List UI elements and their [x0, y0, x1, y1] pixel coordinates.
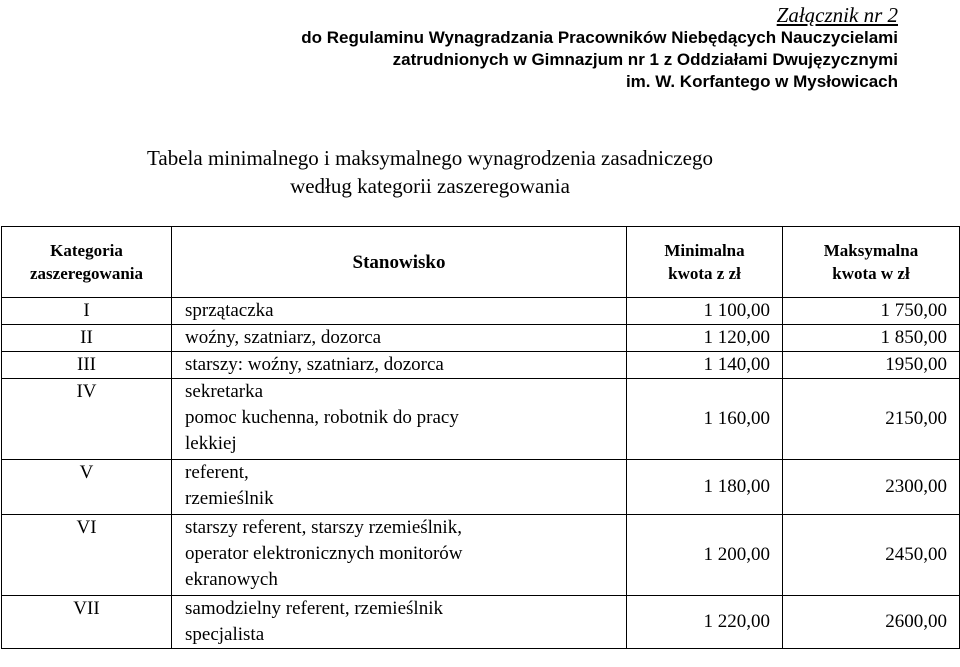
- table-header-row: [2, 227, 960, 298]
- cell-max: 2450,00: [783, 515, 960, 596]
- position-line: woźny, szatniarz, dozorca: [185, 327, 382, 348]
- position-line: operator elektronicznych monitorów: [185, 543, 463, 564]
- cell-category: I: [2, 298, 172, 325]
- cell-min: 1 200,00: [627, 515, 783, 596]
- position-line: lekkiej: [185, 433, 237, 454]
- position-line: sekretarka: [185, 381, 264, 402]
- header-position: Stanowisko: [172, 227, 627, 298]
- cell-category: VII: [2, 596, 172, 649]
- cell-max: 2300,00: [783, 460, 960, 515]
- annex-line: do Regulaminu Wynagradzania Pracowników Niebędących Nauczycielami: [301, 28, 898, 47]
- table-row: [2, 460, 960, 515]
- header-category-line: Kategoria: [50, 241, 123, 260]
- cell-category: II: [2, 325, 172, 352]
- cell-position: [172, 379, 627, 460]
- cell-max: 2600,00: [783, 596, 960, 649]
- cell-position: [172, 298, 627, 325]
- position-line: specjalista: [185, 624, 265, 645]
- table-title-line-2: według kategorii zaszeregowania: [290, 174, 570, 198]
- position-line: sprzątaczka: [185, 300, 274, 321]
- header-category-line: zaszeregowania: [30, 264, 143, 283]
- position-line: ekranowych: [185, 569, 278, 590]
- cell-max: 1950,00: [783, 352, 960, 379]
- cell-position: [172, 460, 627, 515]
- table-row: [2, 298, 960, 325]
- position-line: referent,: [185, 462, 249, 483]
- table-row: [2, 596, 960, 649]
- cell-category: IV: [2, 379, 172, 460]
- header-max-line: kwota w zł: [832, 264, 910, 283]
- cell-min: 1 100,00: [627, 298, 783, 325]
- cell-min: 1 140,00: [627, 352, 783, 379]
- cell-position: [172, 515, 627, 596]
- header-category: [2, 227, 172, 298]
- cell-min: 1 120,00: [627, 325, 783, 352]
- cell-position: [172, 325, 627, 352]
- annex-line: zatrudnionych w Gimnazjum nr 1 z Oddziałami Dwujęzycznymi: [392, 50, 898, 69]
- position-line: pomoc kuchenna, robotnik do pracy: [185, 407, 459, 428]
- cell-max: 1 750,00: [783, 298, 960, 325]
- header-max-line: Maksymalna: [823, 241, 919, 260]
- cell-min: 1 180,00: [627, 460, 783, 515]
- cell-category: III: [2, 352, 172, 379]
- salary-table: [1, 226, 960, 649]
- table-row: [2, 515, 960, 596]
- position-line: rzemieślnik: [185, 488, 274, 509]
- header-min-line: Minimalna: [664, 241, 745, 260]
- table-title-line-1: Tabela minimalnego i maksymalnego wynagrodzenia zasadniczego: [147, 146, 713, 170]
- cell-min: 1 220,00: [627, 596, 783, 649]
- header-min: [627, 227, 783, 298]
- header-max: [783, 227, 960, 298]
- annex-line: im. W. Korfantego w Mysłowicach: [625, 72, 898, 91]
- cell-position: [172, 596, 627, 649]
- header-min-line: kwota z zł: [668, 264, 741, 283]
- table-row: [2, 325, 960, 352]
- table-row: [2, 379, 960, 460]
- cell-position: [172, 352, 627, 379]
- cell-max: 2150,00: [783, 379, 960, 460]
- annex-header: [198, 3, 898, 93]
- annex-title: Załącznik nr 2: [776, 3, 898, 27]
- cell-max: 1 850,00: [783, 325, 960, 352]
- position-line: starszy: woźny, szatniarz, dozorca: [185, 354, 444, 375]
- cell-min: 1 160,00: [627, 379, 783, 460]
- cell-category: VI: [2, 515, 172, 596]
- position-line: starszy referent, starszy rzemieślnik,: [185, 517, 462, 538]
- position-line: samodzielny referent, rzemieślnik: [185, 598, 443, 619]
- cell-category: V: [2, 460, 172, 515]
- table-row: [2, 352, 960, 379]
